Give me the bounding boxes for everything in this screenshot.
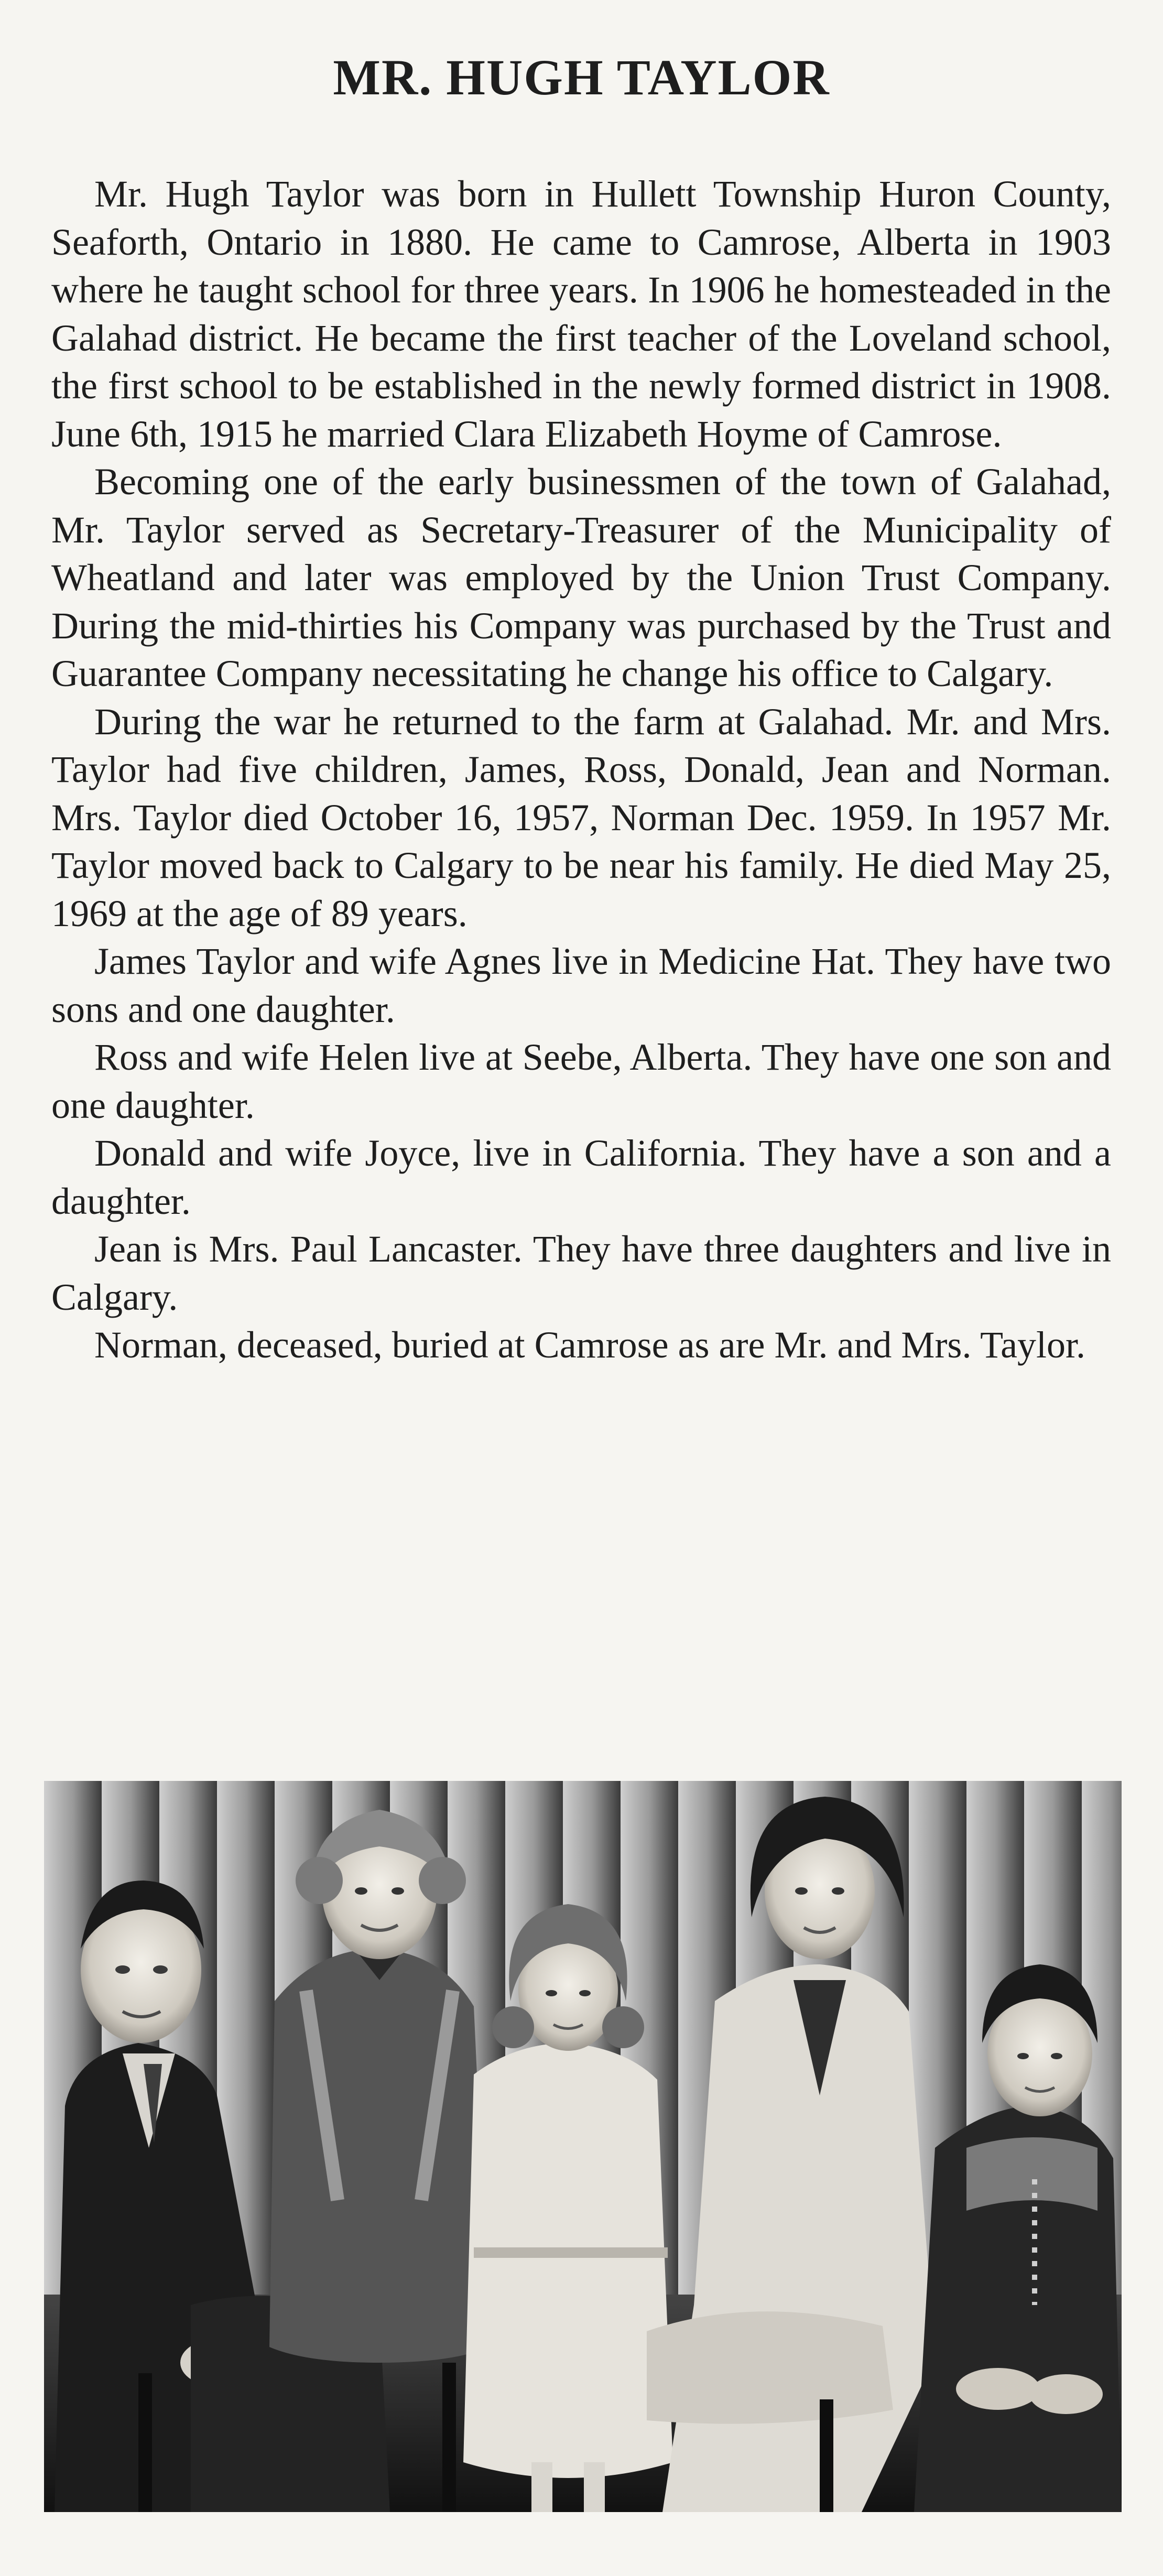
paragraph-norman: Norman, deceased, buried at Camrose as are Mr. and Mrs. Taylor. <box>94 1324 1086 1366</box>
paragraph-ross: Ross and wife Helen live at Seebe, Alberta. They have one son and one daughter. <box>51 1036 1111 1126</box>
paragraph-jean: Jean is Mrs. Paul Lancaster. They have three daughters and live in Calgary. <box>51 1228 1111 1318</box>
page-title: MR. HUGH TAYLOR <box>333 49 830 105</box>
paragraph-birth: Mr. Hugh Taylor was born in Hullett Township Huron County, Seaforth, Ontario in 1880. He came to Camrose, Alberta in 1903 where he taught school for three years. In 1906 he homesteaded in the Galahad district. He became the first teacher of the Loveland school, the first school to be established in the newly formed district in 1908. June 6th, 1915 he married Clara Elizabeth Hoyme of Camrose. <box>51 173 1111 455</box>
family-photo-icon <box>44 1781 1122 2512</box>
paragraph-donald: Donald and wife Joyce, live in California. They have a son and a daughter. <box>51 1132 1111 1222</box>
paragraph-james: James Taylor and wife Agnes live in Medicine Hat. They have two sons and one daughter. <box>51 940 1111 1030</box>
paragraph-business: Becoming one of the early businessmen of the town of Galahad, Mr. Taylor served as Secretary-Treasurer of the Municipality of Wheatland and later was employed by the Union Trust Company. During the mid-thirties his Company was purchased by the Trust and Guarantee Company necessitating he change his office to Calgary. <box>51 461 1111 694</box>
person-eldest-daughter <box>269 1810 490 2363</box>
article-body <box>51 170 1111 1369</box>
paragraph-family: During the war he returned to the farm at Galahad. Mr. and Mrs. Taylor had five children, James, Ross, Donald, Jean and Norman. Mrs. Taylor died October 16, 1957, Norman Dec. 1959. In 1957 Mr. Taylor moved back to Calgary to be near his family. He died May 25, 1969 at the age of 89 years. <box>51 700 1111 934</box>
family-photo <box>44 1781 1122 2512</box>
